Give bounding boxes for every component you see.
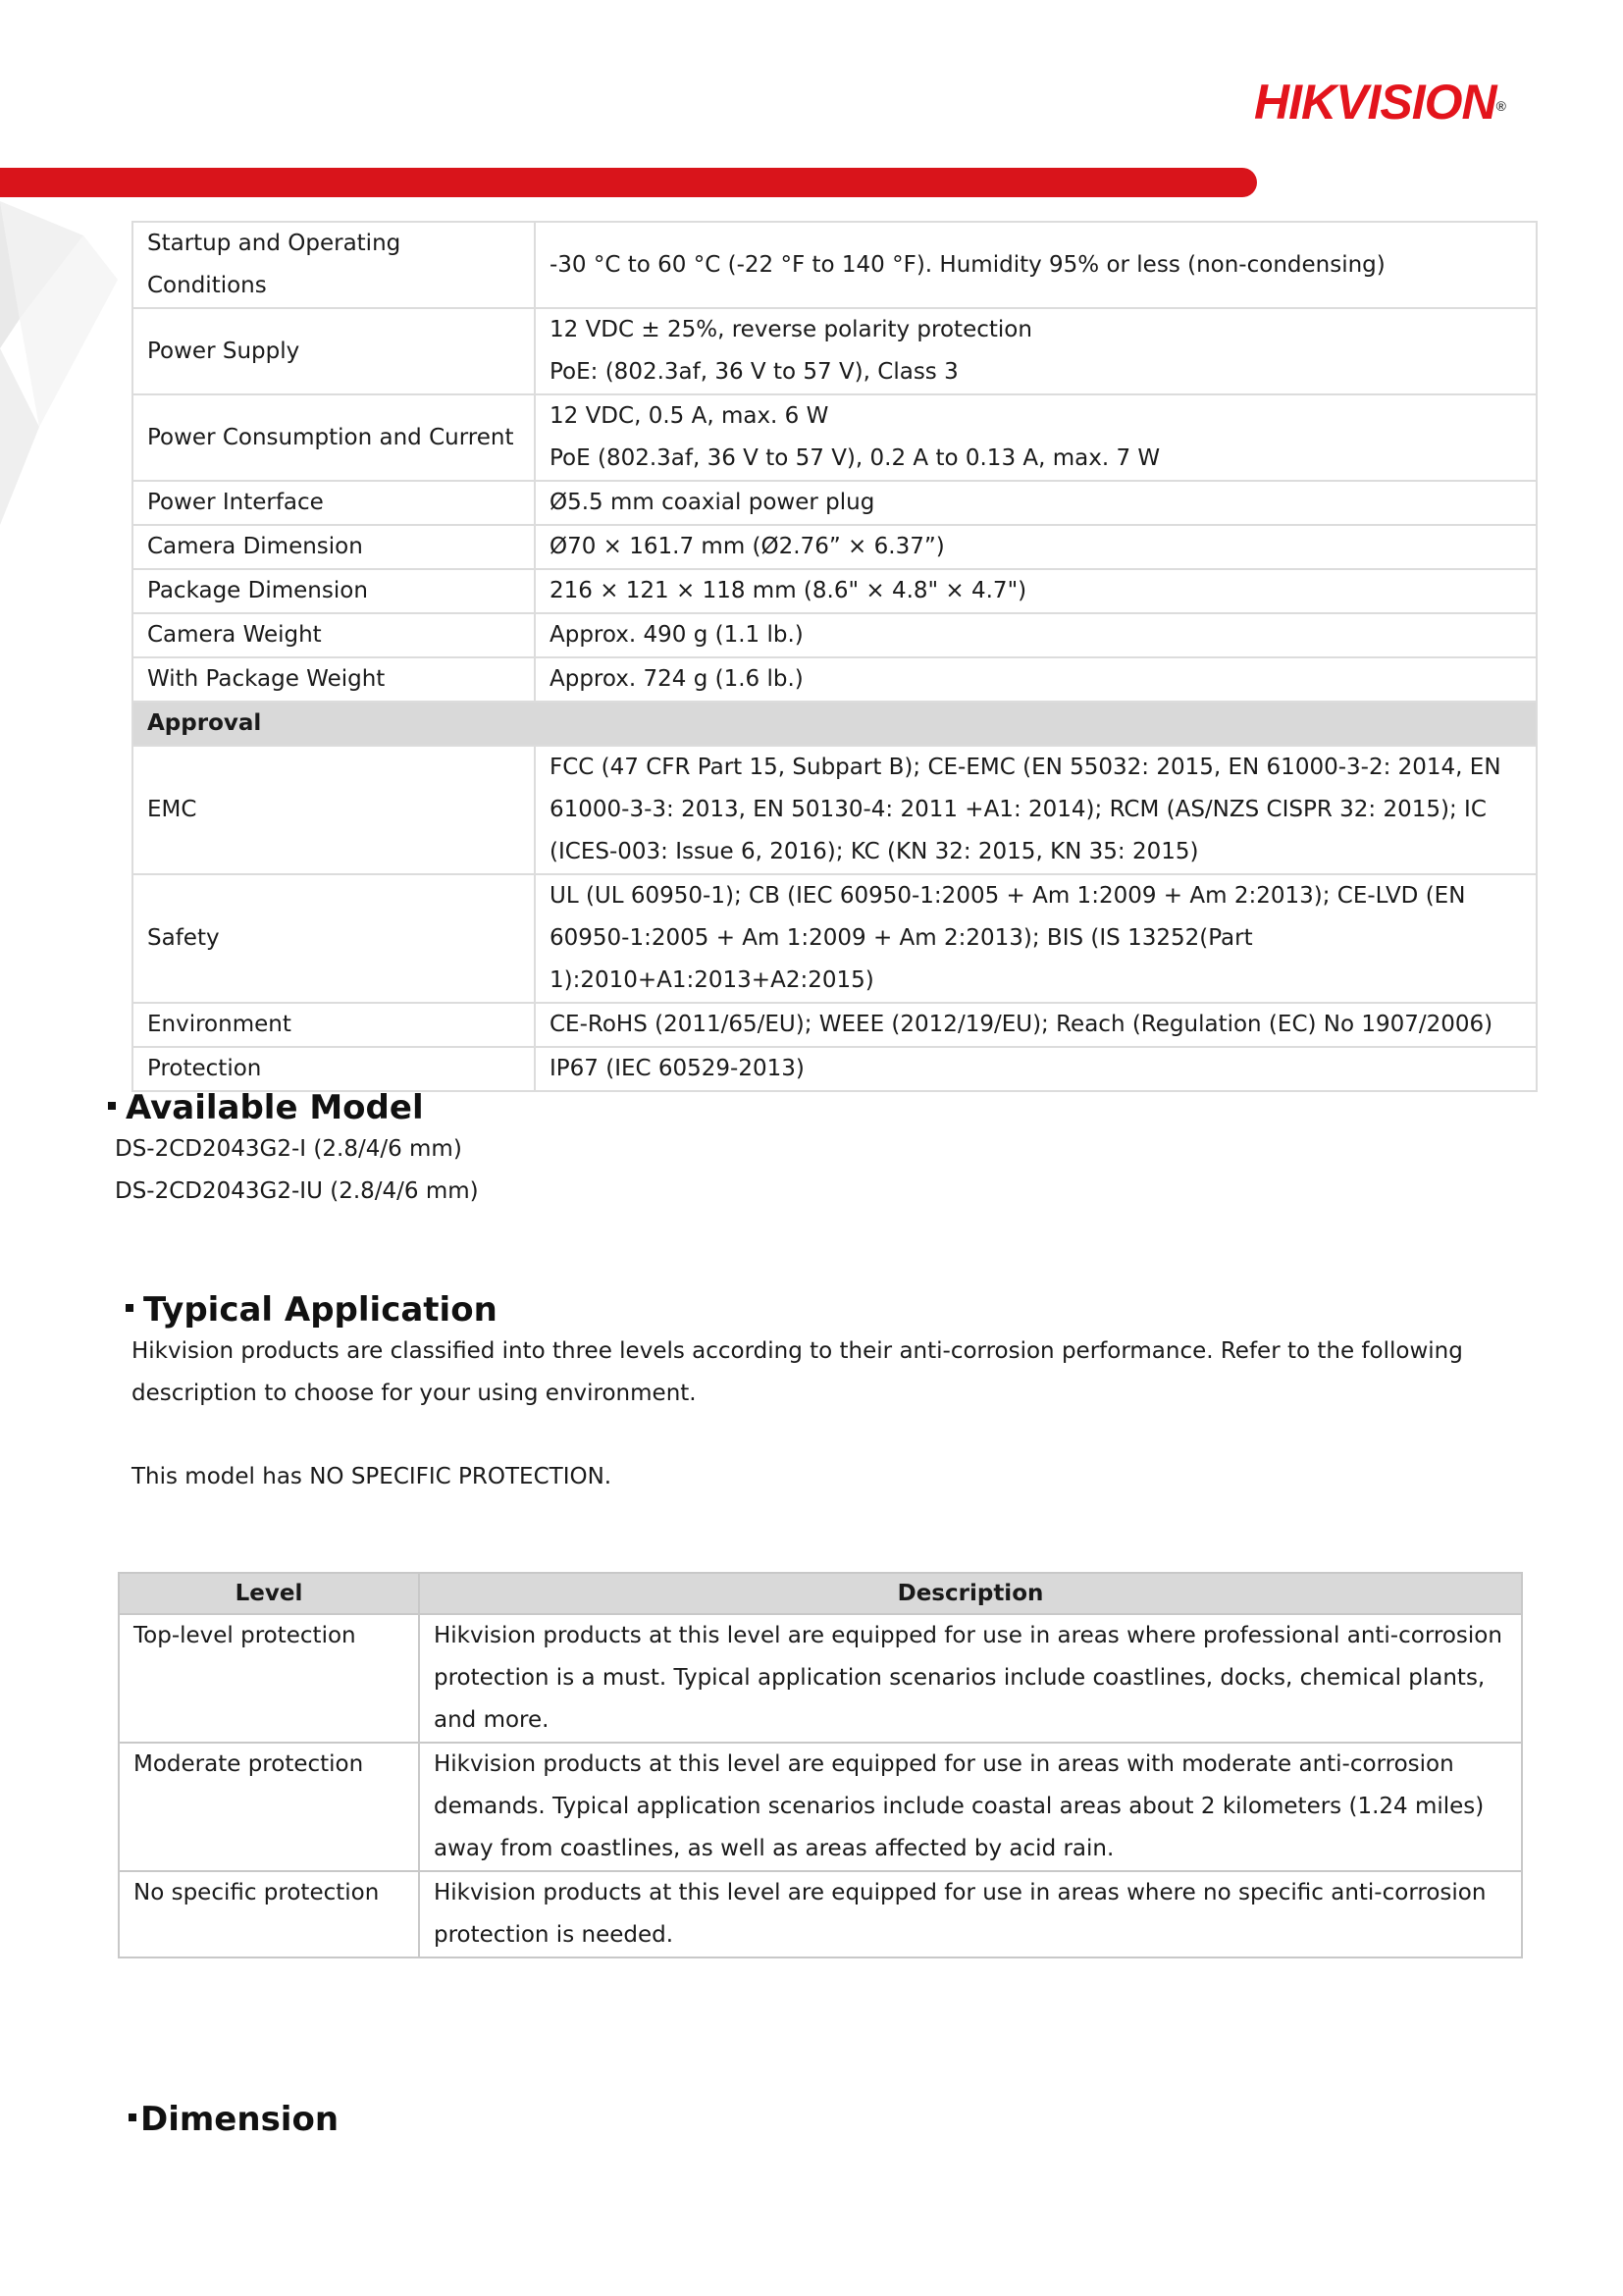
decorative-shard-graphic bbox=[0, 201, 118, 525]
spec-value: 216 × 121 × 118 mm (8.6" × 4.8" × 4.7") bbox=[535, 569, 1537, 613]
spec-row bbox=[132, 746, 1537, 874]
spec-label: Environment bbox=[132, 1003, 535, 1047]
spec-row bbox=[132, 525, 1537, 569]
spec-row bbox=[132, 1047, 1537, 1091]
bullet-square-icon bbox=[108, 1102, 116, 1110]
model-item: DS-2CD2043G2-IU (2.8/4/6 mm) bbox=[115, 1178, 479, 1204]
protection-levels-table bbox=[118, 1572, 1523, 1958]
spec-row bbox=[132, 874, 1537, 1003]
spec-value: Approx. 490 g (1.1 lb.) bbox=[535, 613, 1537, 657]
spec-value: 12 VDC, 0.5 A, max. 6 W PoE (802.3af, 36 V to 57 V), 0.2 A to 0.13 A, max. 7 W bbox=[535, 394, 1537, 481]
spec-row bbox=[132, 1003, 1537, 1047]
bullet-square-icon bbox=[129, 2113, 136, 2121]
spec-row bbox=[132, 613, 1537, 657]
dimension-heading: Dimension bbox=[129, 2098, 339, 2141]
spec-row bbox=[132, 308, 1537, 394]
spec-value: -30 °C to 60 °C (-22 °F to 140 °F). Humidity 95% or less (non-condensing) bbox=[535, 222, 1537, 308]
protection-note: This model has NO SPECIFIC PROTECTION. bbox=[131, 1464, 612, 1489]
spec-label: Power Supply bbox=[132, 308, 535, 394]
typical-application-heading: Typical Application bbox=[126, 1288, 497, 1331]
section-approval-label: Approval bbox=[132, 702, 1537, 746]
spec-label: With Package Weight bbox=[132, 657, 535, 702]
spec-row bbox=[132, 394, 1537, 481]
header-red-bar bbox=[0, 168, 1257, 197]
specification-table bbox=[131, 221, 1538, 1092]
level-name: Top-level protection bbox=[119, 1614, 419, 1743]
spec-value: UL (UL 60950-1); CB (IEC 60950-1:2005 + Am 1:2009 + Am 2:2013); CE-LVD (EN 60950-1:2005 + Am 1:2009 + Am 2:2013); BIS (IS 13252(Part 1):2010+A1:2013+A2:2015) bbox=[535, 874, 1537, 1003]
levels-row bbox=[119, 1871, 1522, 1957]
level-name: No specific protection bbox=[119, 1871, 419, 1957]
spec-row bbox=[132, 569, 1537, 613]
spec-row bbox=[132, 222, 1537, 308]
spec-value: Ø5.5 mm coaxial power plug bbox=[535, 481, 1537, 525]
spec-value: 12 VDC ± 25%, reverse polarity protection PoE: (802.3af, 36 V to 57 V), Class 3 bbox=[535, 308, 1537, 394]
hikvision-logo: HIKVISION® bbox=[1254, 75, 1505, 130]
available-model-heading: Available Model bbox=[108, 1086, 424, 1129]
levels-row bbox=[119, 1614, 1522, 1743]
spec-row bbox=[132, 481, 1537, 525]
spec-label: EMC bbox=[132, 746, 535, 874]
levels-row bbox=[119, 1743, 1522, 1871]
spec-value: Approx. 724 g (1.6 lb.) bbox=[535, 657, 1537, 702]
level-description: Hikvision products at this level are equipped for use in areas where professional anti-corrosion protection is a must. Typical application scenarios include coastlines, docks, chemical plants, and more. bbox=[419, 1614, 1522, 1743]
level-description: Hikvision products at this level are equipped for use in areas with moderate anti-corrosion demands. Typical application scenarios include coastal areas about 2 kilometers (1.24 miles) away from coastlines, as well as areas affected by acid rain. bbox=[419, 1743, 1522, 1871]
spec-label: Package Dimension bbox=[132, 569, 535, 613]
spec-label: Safety bbox=[132, 874, 535, 1003]
spec-value: FCC (47 CFR Part 15, Subpart B); CE-EMC (EN 55032: 2015, EN 61000-3-2: 2014, EN 61000-3-3: 2013, EN 50130-4: 2011 +A1: 2014); RCM (AS/NZS CISPR 32: 2015); IC (ICES-003: Issue 6, 2016); KC (KN 32: 2015, KN 35: 2015) bbox=[535, 746, 1537, 874]
spec-value: IP67 (IEC 60529-2013) bbox=[535, 1047, 1537, 1091]
bullet-square-icon bbox=[126, 1304, 133, 1312]
model-list bbox=[115, 1128, 479, 1213]
spec-label: Startup and Operating Conditions bbox=[132, 222, 535, 308]
column-header-level: Level bbox=[119, 1573, 419, 1614]
spec-value: Ø70 × 161.7 mm (Ø2.76” × 6.37”) bbox=[535, 525, 1537, 569]
spec-section-header bbox=[132, 702, 1537, 746]
column-header-description: Description bbox=[419, 1573, 1522, 1614]
spec-label: Camera Weight bbox=[132, 613, 535, 657]
spec-label: Power Interface bbox=[132, 481, 535, 525]
spec-label: Camera Dimension bbox=[132, 525, 535, 569]
application-intro: Hikvision products are classified into three levels according to their anti-corrosion performance. Refer to the following description to choose for your using environment. bbox=[131, 1338, 1463, 1406]
levels-header-row bbox=[119, 1573, 1522, 1614]
spec-label: Protection bbox=[132, 1047, 535, 1091]
spec-row bbox=[132, 657, 1537, 702]
level-description: Hikvision products at this level are equipped for use in areas where no specific anti-corrosion protection is needed. bbox=[419, 1871, 1522, 1957]
spec-value: CE-RoHS (2011/65/EU); WEEE (2012/19/EU); Reach (Regulation (EC) No 1907/2006) bbox=[535, 1003, 1537, 1047]
spec-label: Power Consumption and Current bbox=[132, 394, 535, 481]
model-item: DS-2CD2043G2-I (2.8/4/6 mm) bbox=[115, 1136, 462, 1162]
level-name: Moderate protection bbox=[119, 1743, 419, 1871]
